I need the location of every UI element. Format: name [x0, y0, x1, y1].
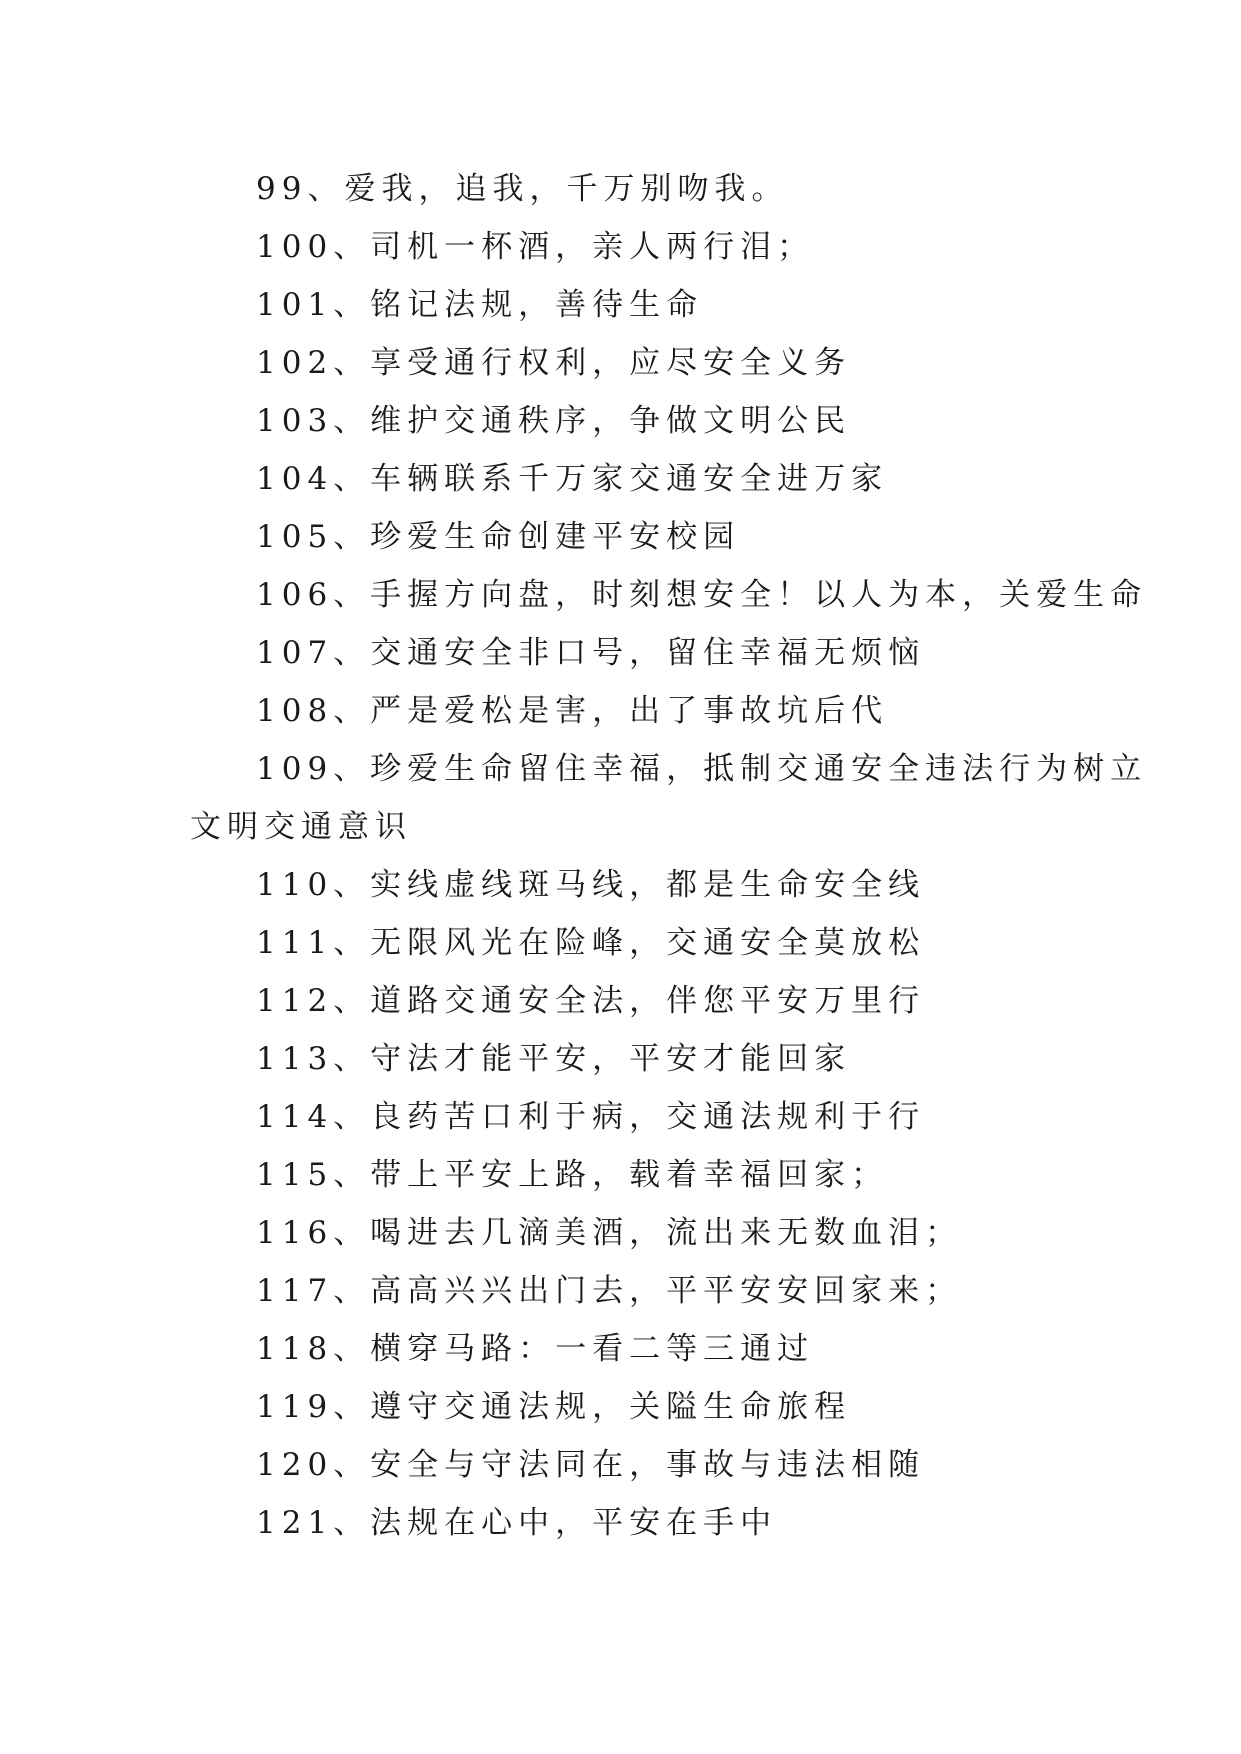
text-line: 104、车辆联系千万家交通安全进万家 — [256, 461, 889, 497]
text-line: 108、严是爱松是害，出了事故坑后代 — [256, 693, 889, 729]
text-line: 119、遵守交通法规，关隘生命旅程 — [256, 1389, 852, 1425]
text-line: 114、良药苦口利于病，交通法规利于行 — [256, 1099, 926, 1135]
text-line: 116、喝进去几滴美酒，流出来无数血泪； — [256, 1215, 963, 1251]
text-line: 103、维护交通秩序，争做文明公民 — [256, 403, 852, 439]
text-line: 107、交通安全非口号，留住幸福无烦恼 — [256, 635, 926, 671]
text-line: 99、爱我，追我，千万别吻我。 — [256, 171, 789, 207]
text-line: 106、手握方向盘，时刻想安全！以人为本，关爱生命 — [256, 577, 1148, 613]
text-line: 110、实线虚线斑马线，都是生命安全线 — [256, 867, 926, 903]
text-line: 115、带上平安上路，载着幸福回家； — [256, 1157, 889, 1193]
text-line: 101、铭记法规，善待生命 — [256, 287, 704, 323]
text-line-continuation: 文明交通意识 — [190, 809, 412, 845]
text-line: 118、横穿马路：一看二等三通过 — [256, 1331, 815, 1367]
text-line: 102、享受通行权利，应尽安全义务 — [256, 345, 852, 381]
text-line: 100、司机一杯酒，亲人两行泪； — [256, 229, 815, 265]
text-line: 113、守法才能平安，平安才能回家 — [256, 1041, 852, 1077]
text-line: 120、安全与守法同在，事故与违法相随 — [256, 1447, 926, 1483]
document-body — [190, 160, 1148, 1552]
text-line: 121、法规在心中，平安在手中 — [256, 1505, 778, 1541]
text-line: 109、珍爱生命留住幸福，抵制交通安全违法行为树立 — [256, 751, 1148, 787]
text-line: 112、道路交通安全法，伴您平安万里行 — [256, 983, 926, 1019]
text-line: 111、无限风光在险峰，交通安全莫放松 — [256, 925, 926, 961]
text-line: 117、高高兴兴出门去，平平安安回家来； — [256, 1273, 963, 1309]
text-line: 105、珍爱生命创建平安校园 — [256, 519, 741, 555]
